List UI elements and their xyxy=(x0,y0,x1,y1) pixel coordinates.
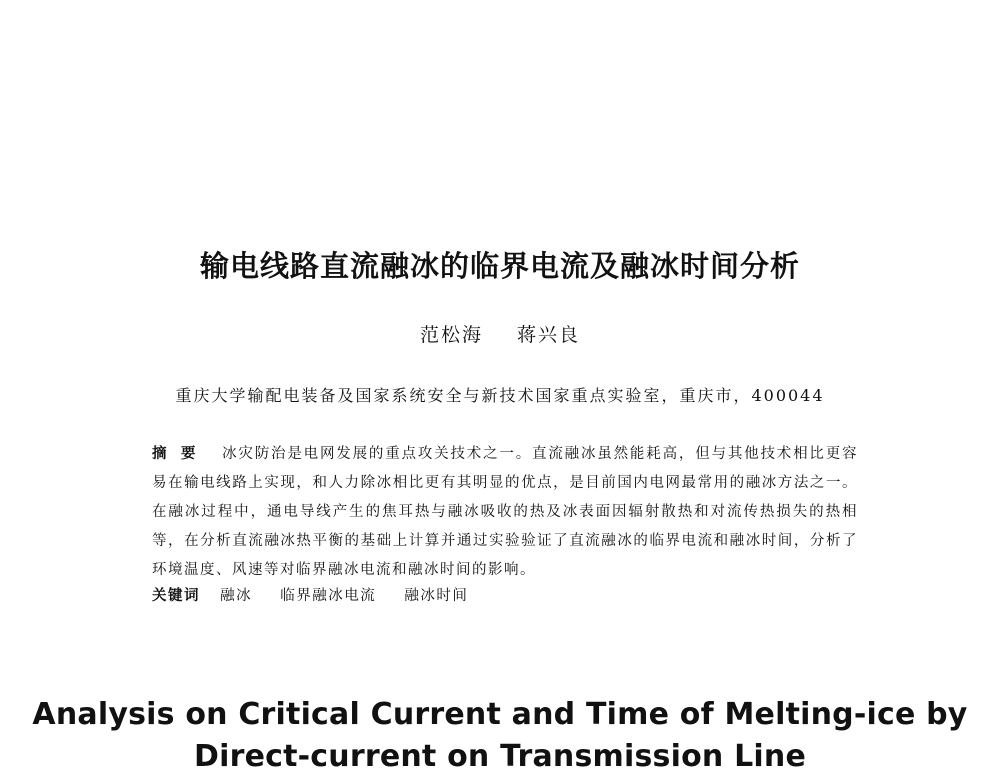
keywords xyxy=(152,584,490,605)
english-title xyxy=(0,694,1000,778)
author-name: 蒋兴良 xyxy=(517,324,581,346)
english-title-line: Direct-current on Transmission Line xyxy=(193,739,806,774)
keyword: 融冰时间 xyxy=(404,588,469,604)
keyword: 临界融冰电流 xyxy=(280,588,377,604)
keywords-label: 关键词 xyxy=(152,588,200,604)
abstract-label: 摘要 xyxy=(152,446,210,462)
abstract-text: 冰灾防治是电网发展的重点攻关技术之一。直流融冰虽然能耗高，但与其他技术相比更容易在输电线路上实现，和人力除冰相比更有其明显的优点，是目前国内电网最常用的融冰方法之一。在融冰过程中，通电导线产生的焦耳热与融冰吸收的热及冰表面因辐射散热和对流传热损失的热相等，在分析直流融冰热平衡的基础上计算并通过实验验证了直流融冰的临界电流和融冰时间，分析了环境温度、风速等对临界融冰电流和融冰时间的影响。 xyxy=(152,446,859,578)
author-list xyxy=(0,320,1000,347)
keyword: 融冰 xyxy=(220,588,253,604)
author-name: 范松海 xyxy=(419,324,483,346)
english-title-line: Analysis on Critical Current and Time of Melting-ice by xyxy=(32,697,968,732)
affiliation: 重庆大学输配电装备及国家系统安全与新技术国家重点实验室，重庆市，400044 xyxy=(175,386,825,405)
abstract xyxy=(152,440,858,585)
chinese-title: 输电线路直流融冰的临界电流及融冰时间分析 xyxy=(199,249,800,283)
